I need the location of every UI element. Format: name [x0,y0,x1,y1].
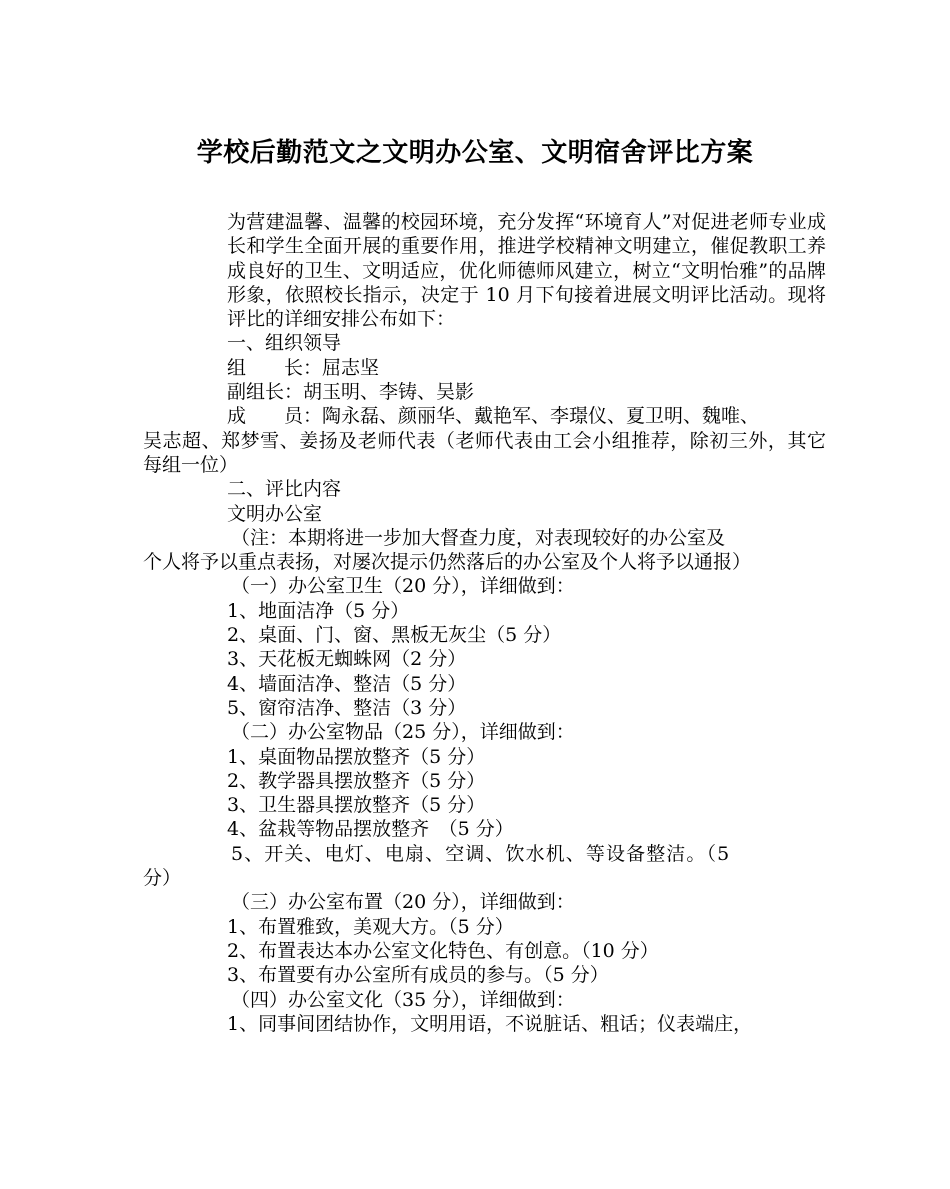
list-item: 5、窗帘洁净、整洁（3 分） [227,696,467,719]
part-heading-hygiene: （一）办公室卫生（20 分），详细做到： [231,575,575,598]
list-item: 4、墙面洁净、整洁（5 分） [227,672,467,695]
section-heading-organization: 一、组织领导 [227,332,342,355]
document-body [143,210,826,1036]
note-line: （注：本期将进一步加大督查力度，对表现较好的办公室及 [231,526,726,549]
list-item: 2、桌面、门、窗、黑板无灰尘（5 分） [227,624,562,647]
list-item: 1、布置雅致，美观大方。（5 分） [227,915,514,938]
document-title: 学校后勤范文之文明办公室、文明宿舍评比方案 [196,138,754,168]
list-item: 1、地面洁净（5 分） [227,599,410,622]
deputy-line: 副组长：胡玉明、李铸、吴影 [227,381,475,404]
list-item: 3、天花板无蜘蛛网（2 分） [227,648,467,671]
list-item: 2、布置表达本办公室文化特色、有创意。（10 分） [227,939,659,962]
list-item-continuation: 分） [143,867,182,890]
list-item: 2、教学器具摆放整齐（5 分） [227,769,486,792]
list-item: 5、开关、电灯、电扇、空调、饮水机、等设备整洁。（5 [231,842,731,865]
part-heading-culture: （四）办公室文化（35 分），详细做到： [231,988,575,1011]
section-heading-content: 二、评比内容 [227,478,342,501]
leader-line: 组 长：屈志坚 [227,356,380,379]
subheading-civilized-office: 文明办公室 [227,502,323,525]
part-heading-items: （二）办公室物品（25 分），详细做到： [231,721,575,744]
list-item: 4、盆栽等物品摆放整齐 （5 分） [227,818,514,841]
list-item: 3、布置要有办公室所有成员的参与。（5 分） [227,964,609,987]
members-line: 成 员：陶永磊、颜丽华、戴艳军、李璟仪、夏卫明、魏唯、 [227,405,760,428]
list-item: 3、卫生器具摆放整齐（5 分） [227,794,486,817]
members-continuation: 吴志超、郑梦雪、姜扬及老师代表（老师代表由工会小组推荐，除初三外，其它每组一位） [143,429,826,476]
intro-paragraph: 为营建温馨、温馨的校园环境，充分发挥“环境育人”对促进老师专业成长和学生全面开展的重要作用，推进学校精神文明建立，催促教职工养成良好的卫生、文明适应，优化师德师风建立，树立“文明怡雅”的品牌形象，依照校长指示，决定于 10 月下旬接着进展文明评比活动。现将评比的详细安排公布如下： [227,211,826,331]
list-item: 1、桌面物品摆放整齐（5 分） [227,745,486,768]
part-heading-layout: （三）办公室布置（20 分），详细做到： [231,891,575,914]
list-item: 1、同事间团结协作，文明用语，不说脏话、粗话；仪表端庄， [227,1012,753,1035]
note-continuation: 个人将予以重点表扬，对屡次提示仍然落后的办公室及个人将予以通报） [143,551,752,574]
